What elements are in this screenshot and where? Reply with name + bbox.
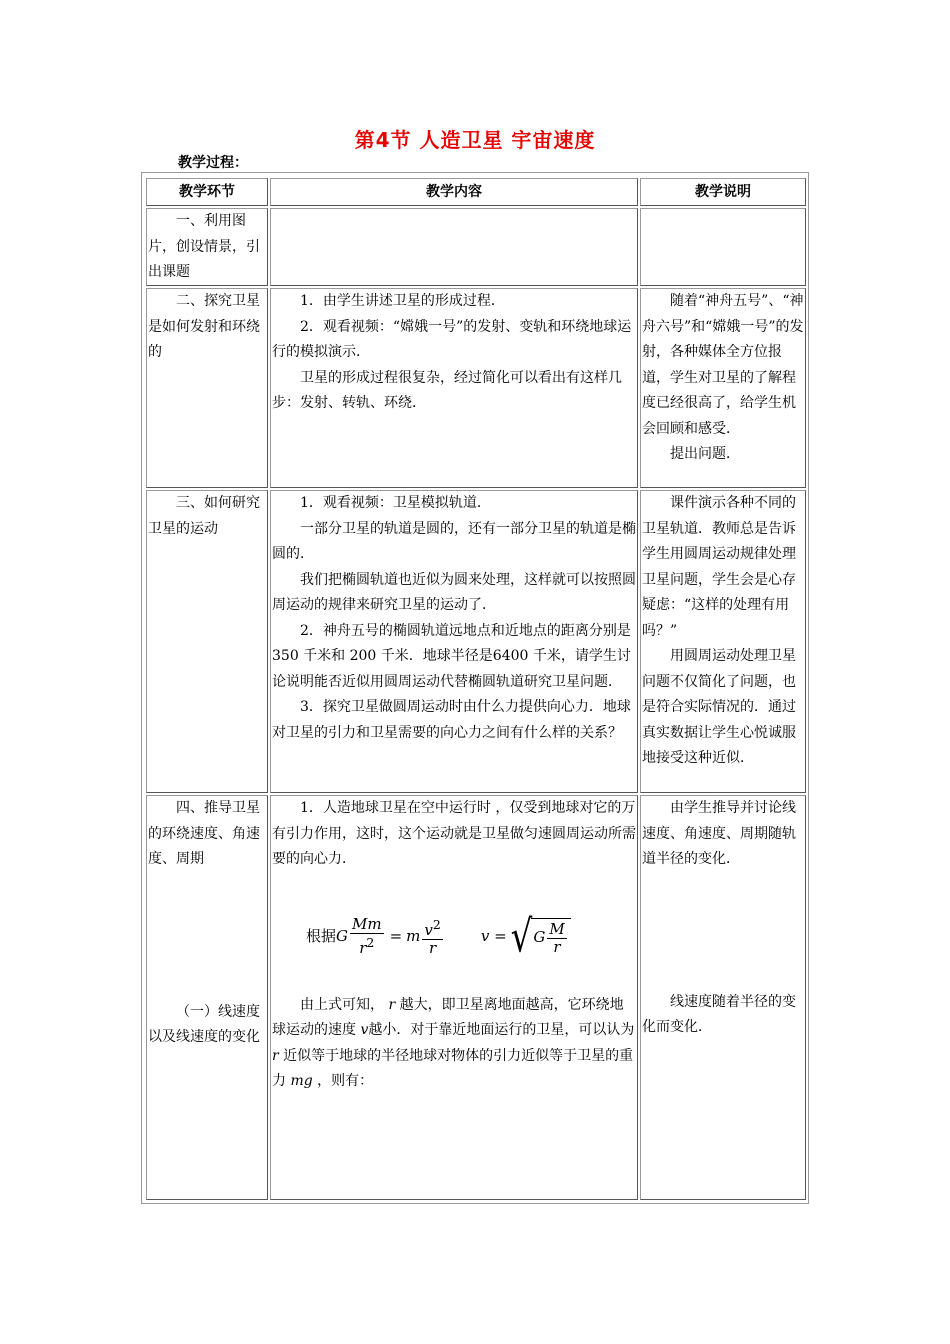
row2-notes-p2: 提出问题． — [670, 446, 740, 462]
row2-stage: 二、探究卫星是如何发射和环绕的 — [146, 288, 268, 488]
row4-stage-title: 四、推导卫星的环绕速度、角速度、周期 — [148, 800, 260, 867]
row3-content — [270, 490, 638, 793]
page-title: 第4节 人造卫星 宇宙速度 — [354, 128, 596, 152]
formula-m: m — [406, 926, 421, 945]
formula-frac-mm: $\frac{Mm}{r^2}$ — [352, 915, 382, 957]
row4-notes — [640, 795, 806, 1200]
row1-content — [270, 208, 638, 286]
row3-content-p2: 一部分卫星的轨道是圆的，还有一部分卫星的轨道是椭圆的． — [272, 520, 636, 562]
row3-notes-p1: 课件演示各种不同的卫星轨道．教师总是告诉学生用圆周运动规律处理卫星问题，学生会是心存疑虑：“这样的处理有用吗？” — [642, 495, 796, 639]
row2-content-p2: 2．观看视频：“嫦娥一号”的发射、变轨和环绕地球运行的模拟演示． — [272, 318, 632, 360]
row4-notes-p1: 由学生推导并讨论线速度、角速度、周期随轨道半径的变化． — [642, 800, 796, 867]
row3-content-p4: 2．神舟五号的椭圆轨道远地点和近地点的距离分别是 350 千米和 200 千米．地球半径是6400 千米，请学生讨论说明能否近似用圆周运动代替椭圆轨道研究卫星问题． — [272, 622, 631, 690]
formula-sqrt: √ G $\frac{M}{r}$ — [511, 918, 571, 956]
lesson-table — [141, 172, 809, 1204]
section-subtitle: 教学过程： — [178, 155, 248, 171]
row4-stage — [146, 795, 268, 1200]
header-notes: 教学说明 — [640, 178, 806, 206]
row4-content-intro: 1．人造地球卫星在空中运行时 ，仅受到地球对它的万有引力作用，这时，这个运动就是卫星做匀速圆周运动所需要的向心力． — [272, 800, 636, 867]
formula-g: G — [336, 926, 348, 945]
row3-content-p5: 3．探究卫星做圆周运动时由什么力提供向心力．地球对卫星的引力和卫星需要的向心力之间有什么样的关系？ — [272, 699, 631, 741]
formula-eq: = — [389, 926, 403, 945]
row4-stage-sub: （一）线速度以及线速度的变化 — [148, 1003, 260, 1045]
row1-stage: 一、利用图片，创设情景，引出课题 — [146, 208, 268, 286]
row2-notes-p1: 随着“神舟五号”、“神舟六号”和“嫦娥一号”的发射，各种媒体全方位报道，学生对卫星的了解程度已经很高了，给学生机会回顾和感受． — [642, 293, 804, 437]
header-content: 教学内容 — [270, 178, 638, 206]
formula-prefix: 根据 — [306, 926, 337, 945]
row3-notes-p2: 用圆周运动处理卫星问题不仅简化了问题，也是符合实际情况的．通过真实数据让学生心悦诚服地接受这种近似． — [642, 648, 796, 766]
row2-content-p1: 1．由学生讲述卫星的形成过程． — [300, 293, 505, 309]
row2-notes — [640, 288, 806, 488]
formula-frac-v2: $\frac{v^2}{r}$ — [424, 917, 441, 957]
row3-content-p3: 我们把椭圆轨道也近似为圆来处理，这样就可以按照圆周运动的规律来研究卫星的运动了． — [272, 571, 636, 613]
row3-stage: 三、如何研究卫星的运动 — [146, 490, 268, 793]
row1-notes — [640, 208, 806, 286]
row3-content-p1: 1．观看视频：卫星模拟轨道． — [300, 495, 491, 511]
row2-content — [270, 288, 638, 488]
row4-content-after: 由上式可知， r 越大，即卫星离地面越高，它环绕地球运动的速度 v越小．对于靠近地面运行的卫星，可以认为 r 近似等于地球的半径地球对物体的引力近似等于卫星的重力 mg ，则有： — [272, 996, 635, 1089]
row3-notes — [640, 490, 806, 793]
row2-content-p3: 卫星的形成过程很复杂，经过简化可以看出有这样几步：发射、转轨、环绕． — [272, 369, 622, 411]
header-stage: 教学环节 — [146, 178, 268, 206]
row4-notes-p2: 线速度随着半径的变化而变化． — [642, 993, 796, 1035]
formula-v-eq: v = — [480, 926, 507, 945]
gravity-formula — [272, 909, 636, 965]
row4-content — [270, 795, 638, 1200]
